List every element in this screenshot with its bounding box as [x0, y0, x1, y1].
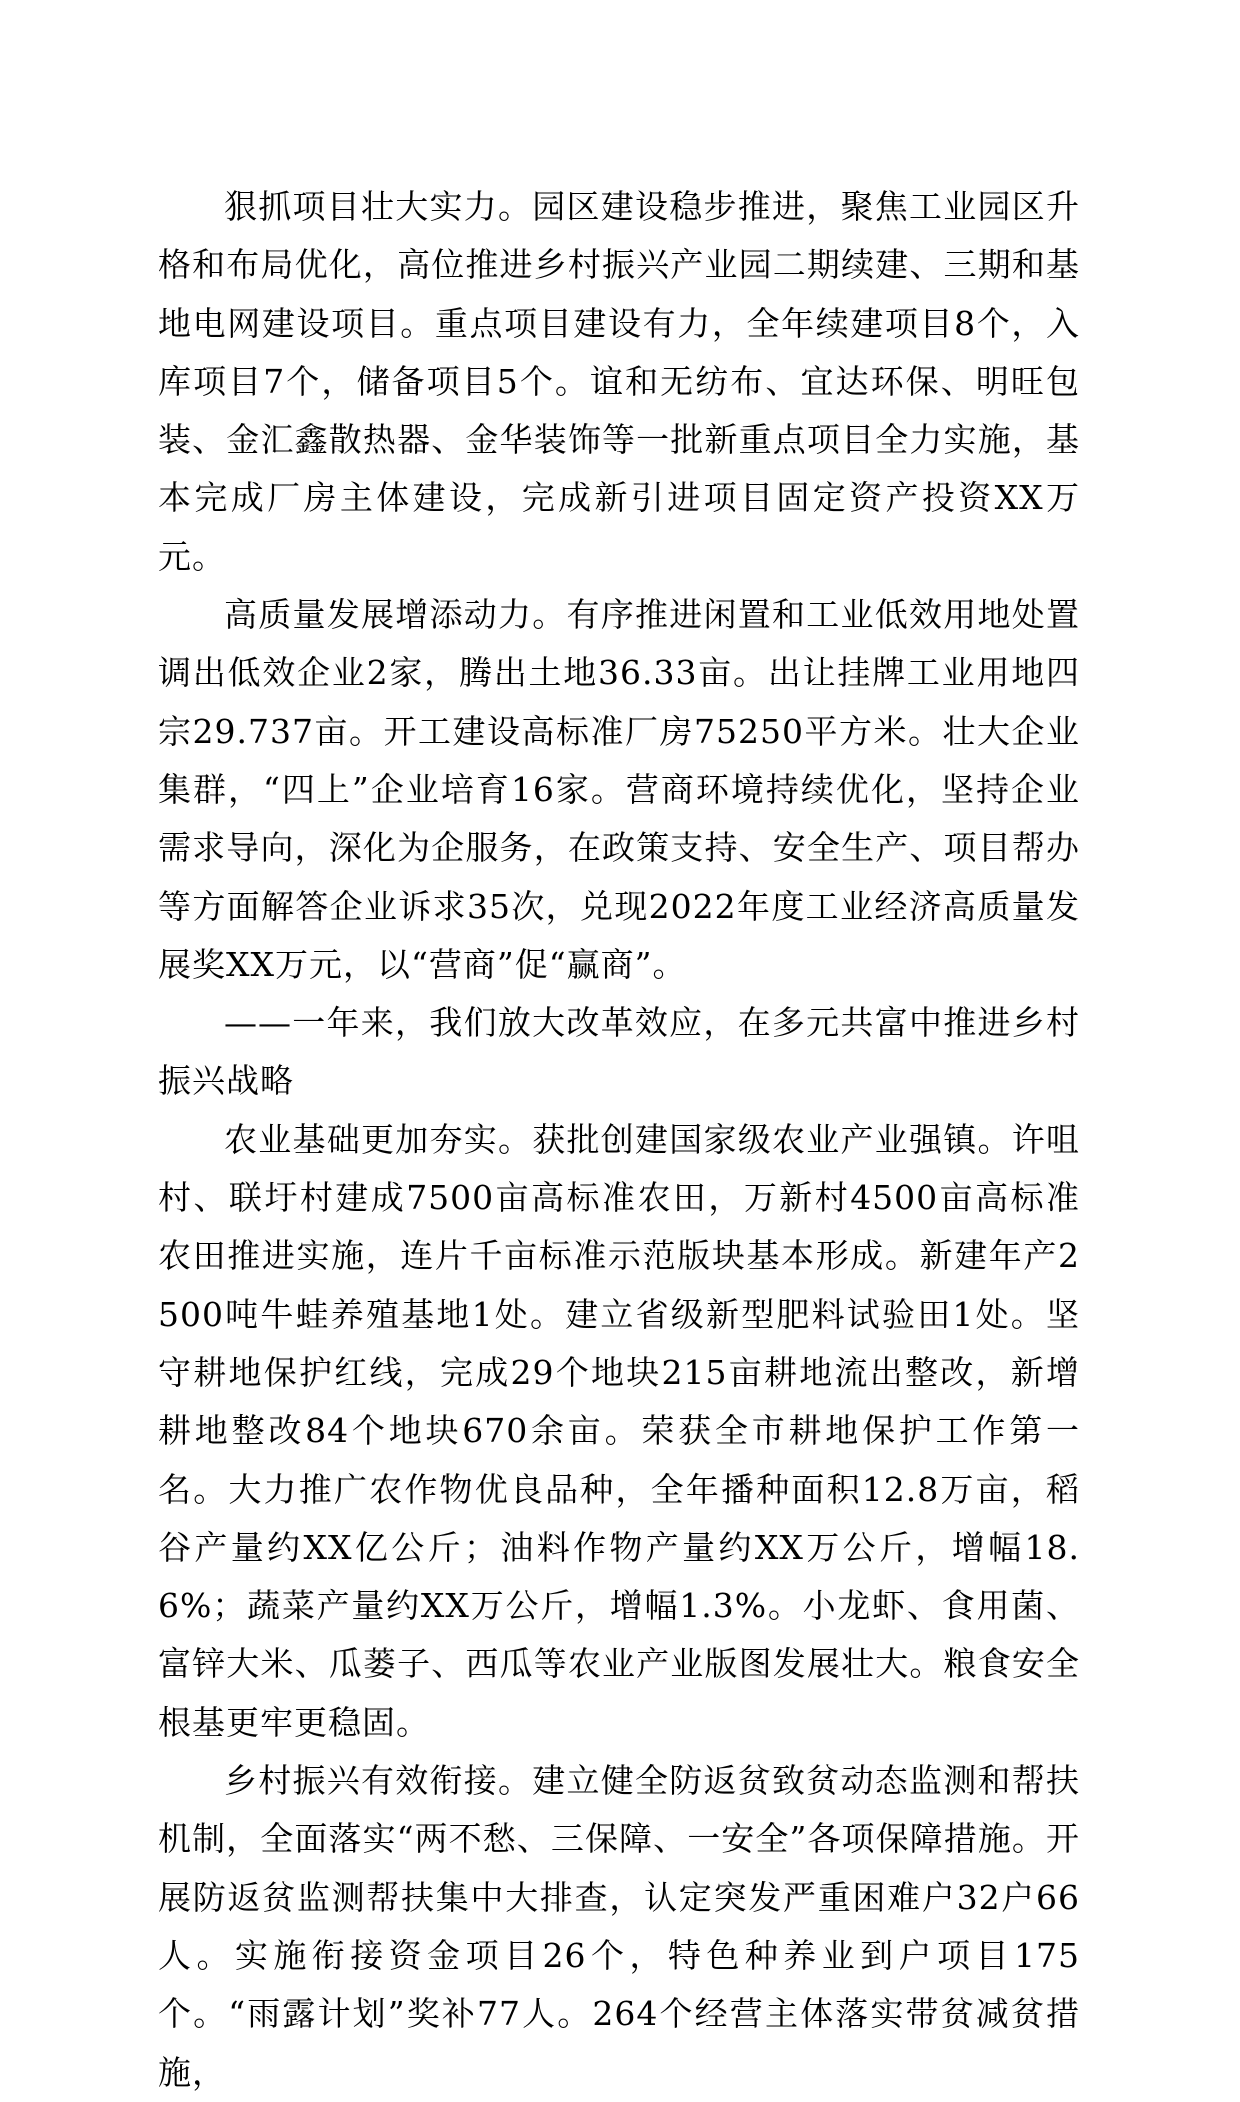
section-heading-rural-revitalization: ——一年来，我们放大改革效应，在多元共富中推进乡村振兴战略: [158, 1003, 1080, 1101]
document-page: [158, 178, 1080, 2102]
paragraph-agriculture-foundation: 农业基础更加夯实。获批创建国家级农业产业强镇。许咀村、联圩村建成7500亩高标准农田，万新村4500亩高标准农田推进实施，连片千亩标准示范版块基本形成。新建年产2500吨牛蛙养殖基地1处。建立省级新型肥料试验田1处。坚守耕地保护红线，完成29个地块215亩耕地流出整改，新增耕地整改84个地块670余亩。荣获全市耕地保护工作第一名。大力推广农作物优良品种，全年播种面积12.8万亩，稻谷产量约XX亿公斤；油料作物产量约XX万公斤，增幅18.6%；蔬菜产量约XX万公斤，增幅1.3%。小龙虾、食用菌、富锌大米、瓜蒌子、西瓜等农业产业版图发展壮大。粮食安全根基更牢更稳固。: [158, 1119, 1080, 1742]
paragraph-project-strength: 狠抓项目壮大实力。园区建设稳步推进，聚焦工业园区升格和布局优化，高位推进乡村振兴产业园二期续建、三期和基地电网建设项目。重点项目建设有力，全年续建项目8个，入库项目7个，储备项目5个。谊和无纺布、宜达环保、明旺包装、金汇鑫散热器、金华装饰等一批新重点项目全力实施，基本完成厂房主体建设，完成新引进项目固定资产投资XX万元。: [158, 187, 1080, 576]
paragraph-rural-revitalization-link: 乡村振兴有效衔接。建立健全防返贫致贫动态监测和帮扶机制，全面落实“两不愁、三保障、一安全”各项保障措施。开展防返贫监测帮扶集中大排查，认定突发严重困难户32户66人。实施衔接资金项目26个，特色种养业到户项目175个。“雨露计划”奖补77人。264个经营主体落实带贫减贫措施，: [158, 1761, 1080, 2092]
paragraph-high-quality-development: 高质量发展增添动力。有序推进闲置和工业低效用地处置调出低效企业2家，腾出土地36.33亩。出让挂牌工业用地四宗29.737亩。开工建设高标准厂房75250平方米。壮大企业集群，“四上”企业培育16家。营商环境持续优化，坚持企业需求导向，深化为企服务，在政策支持、安全生产、项目帮办等方面解答企业诉求35次，兑现2022年度工业经济高质量发展奖XX万元，以“营商”促“赢商”。: [158, 595, 1080, 984]
